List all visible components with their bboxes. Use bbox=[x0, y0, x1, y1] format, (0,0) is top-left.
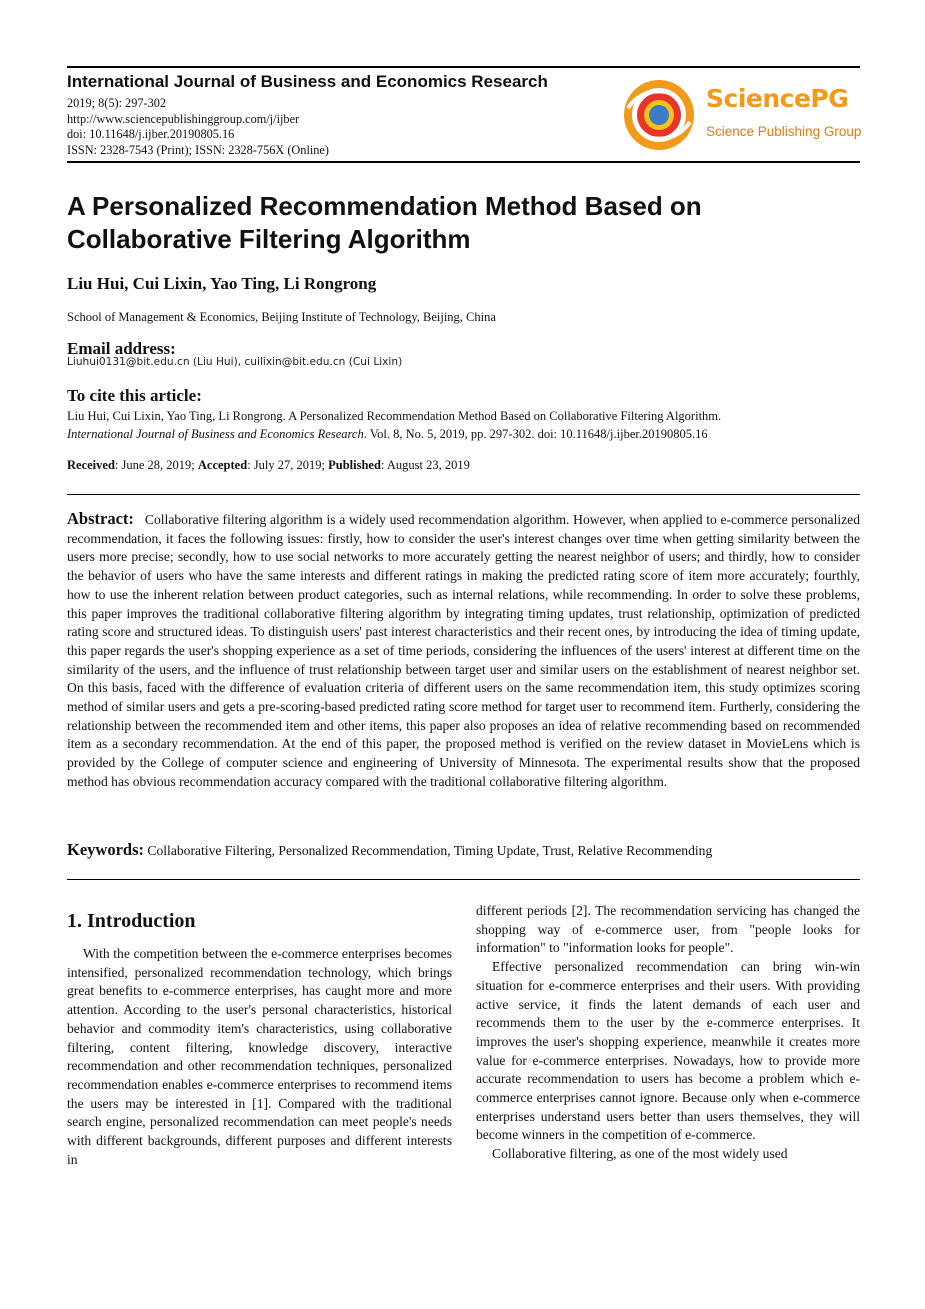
received-date: : June 28, 2019; bbox=[114, 458, 198, 472]
citation-rest: . Vol. 8, No. 5, 2019, pp. 297-302. doi: 10.11648/j.ijber.20190805.16 bbox=[363, 427, 708, 441]
section-title-introduction: 1. Introduction bbox=[67, 910, 196, 932]
sciencepg-logo bbox=[622, 78, 862, 152]
intro-paragraph-3: Collaborative filtering, as one of the most widely used bbox=[492, 1146, 788, 1162]
accepted-label: Accepted bbox=[197, 458, 248, 472]
paper-title-line2: Collaborative Filtering Algorithm bbox=[67, 224, 471, 254]
abstract-text: Collaborative filtering algorithm is a widely used recommendation algorithm. However, when applied to e-commerce personalized recommendation, it faces the following issues: firstly, how to consider the user's interest changes over time when getting similarity between the users more precise; secondly, how to use social networks to more accurately getting the nearest neighbor of users; and thirdly, how to consider the behavior of users who have the same interests and different ratings in making the predicted rating score of item more accurately; fourthly, how to use the inherent relation between product categories, such as internal relations, while recommending. In order to solve these problems, this paper improves the traditional collaborative filtering algorithm by integrating timing updates, trust relationship, optimization of predicted rating score and structured ideas. To distinguish users' past interest characteristics and their recent ones, by introducing the idea of timing update, this paper regards the user's shopping experience as a set of time periods, considering the influences of the users' interest at different time on the similarity of the users, and the influence of trust relationship between target user and similar users on the establishment of nearest neighbor set. On this basis, faced with the difference of evaluation criteria of different users on the same recommendation item, this study optimizes scoring method of similar users and gets a pre-scoring-based predicted rating score method for target user to recommend item. Furtherly, considering the relationship between the recommended item and other items, this paper also proposes an idea of relative recommending based on recommended item as a secondary recommendation. At the end of this paper, the proposed method is verified on the review dataset in MovieLens which is provided by the College of computer science and engineering of University of Minnesota. The experimental results show that the proposed method has obvious recommendation accuracy compared with the traditional collaborative filtering algorithm. bbox=[67, 512, 861, 789]
email-addresses[interactable]: Liuhui0131@bit.edu.cn (Liu Hui), cuilixin@bit.edu.cn (Cui Lixin) bbox=[67, 356, 403, 368]
citation bbox=[67, 407, 860, 443]
citation-line2 bbox=[67, 425, 860, 443]
accepted-date: : July 27, 2019; bbox=[247, 458, 329, 472]
published-date: : August 23, 2019 bbox=[380, 458, 470, 472]
journal-issue: 2019; 8(5): 297-302 bbox=[67, 96, 167, 110]
abstract-label: Abstract: bbox=[67, 509, 134, 528]
published-label: Published bbox=[328, 458, 381, 472]
publisher-brand: SciencePG bbox=[706, 84, 849, 113]
journal-name: International Journal of Business and Economics Research bbox=[67, 72, 548, 91]
keywords bbox=[67, 840, 860, 860]
intro-paragraph-1-cont: different periods [2]. The recommendation servicing has changed the shopping way of e-commerce user, from "people looks for information" to "information looks for people". bbox=[476, 903, 860, 956]
email-heading: Email address: bbox=[67, 339, 176, 358]
publisher-full-name: Science Publishing Group bbox=[706, 124, 862, 139]
keywords-bottom-rule bbox=[67, 879, 860, 880]
paper-title-line1: A Personalized Recommendation Method Based on bbox=[67, 191, 702, 221]
received-label: Received bbox=[67, 458, 115, 472]
journal-url[interactable]: http://www.sciencepublishinggroup.com/j/ijber bbox=[67, 111, 300, 126]
publication-dates bbox=[67, 458, 470, 473]
left-column bbox=[67, 945, 452, 1169]
affiliation: School of Management & Economics, Beijing Institute of Technology, Beijing, China bbox=[67, 310, 496, 324]
keywords-text: Collaborative Filtering, Personalized Recommendation, Timing Update, Trust, Relative Recommending bbox=[147, 843, 713, 858]
cite-heading: To cite this article: bbox=[67, 386, 202, 405]
journal-issn: ISSN: 2328-7543 (Print); ISSN: 2328-756X (Online) bbox=[67, 142, 329, 157]
citation-journal: International Journal of Business and Economics Research bbox=[67, 427, 364, 441]
citation-line1: Liu Hui, Cui Lixin, Yao Ting, Li Rongrong. A Personalized Recommendation Method Based on Collaborative Filtering Algorithm. bbox=[67, 409, 722, 423]
intro-paragraph-2: Effective personalized recommendation can bring win-win situation for e-commerce enterprises and their users. With providing active service, it finds the latent demands of each user and recommends them to the user by the e-commerce enterprises. It improves the user's shopping experience, meanwhile it creates more value for e-commerce enterprises. Nowadays, how to provide more accurate recommendation to users has become a problem which e-commerce enterprises cannot ignore. Because only when e-commerce enterprises understand users better than users themselves, they will become winners in the competition of e-commerce. bbox=[476, 959, 860, 1143]
paper-title bbox=[67, 190, 857, 256]
keywords-label: Keywords: bbox=[67, 840, 144, 859]
header-top-rule bbox=[67, 66, 860, 68]
right-column bbox=[476, 902, 860, 1164]
intro-paragraph-1: With the competition between the e-commerce enterprises becomes intensified, personalized recommendation technology, which brings great benefits to e-commerce enterprises, has caught more and more attention. According to the user's personal characteristics, historical behavior and commodity item's characteristics, using collaborative filtering, content filtering, knowledge discovery, interactive recommendation and other recommendation techniques, personalized recommendation enables e-commerce enterprises to recommend items the users may be interested in [1]. Compared with the traditional search engine, personalized recommendation can meet people's needs with different backgrounds, different purposes and different interests in bbox=[67, 946, 452, 1167]
authors: Liu Hui, Cui Lixin, Yao Ting, Li Rongrong bbox=[67, 274, 377, 293]
journal-doi: doi: 10.11648/j.ijber.20190805.16 bbox=[67, 127, 235, 141]
abstract bbox=[67, 510, 860, 792]
abstract-top-rule bbox=[67, 494, 860, 495]
header-bottom-rule bbox=[67, 161, 860, 163]
